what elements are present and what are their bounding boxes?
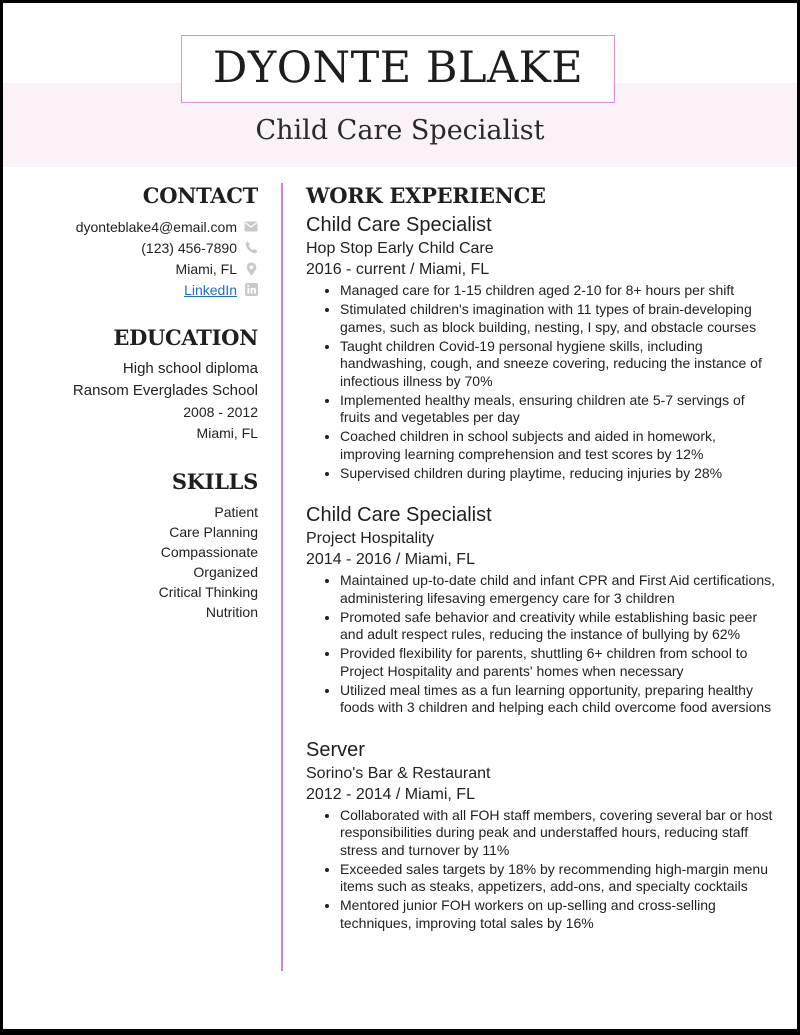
job-company: Sorino's Bar & Restaurant <box>306 764 491 782</box>
job-bullet: • Implemented healthy meals, ensuring children ate 5-7 servings of fruits and vegetables per day <box>340 392 776 427</box>
contact-location-row <box>43 258 258 279</box>
contact-linkedin-row <box>43 279 258 300</box>
skill-item: Nutrition <box>205 604 258 620</box>
education-degree: High school diploma <box>122 360 258 377</box>
phone-icon <box>244 241 258 255</box>
contact-email-row <box>43 216 258 237</box>
candidate-name: DYONTE BLAKE <box>212 43 584 93</box>
job-bullets <box>306 572 776 717</box>
resume-page <box>3 3 797 1029</box>
contact-section <box>43 183 258 300</box>
job-dates-location: 2016 - current / Miami, FL <box>306 261 490 278</box>
job-bullet: • Supervised children during playtime, reducing injuries by 28% <box>340 465 776 483</box>
education-school: Ransom Everglades School <box>72 382 258 399</box>
linkedin-icon <box>244 283 258 297</box>
contact-phone: (123) 456-7890 <box>141 239 237 256</box>
linkedin-link[interactable]: LinkedIn <box>184 281 237 298</box>
skill-item: Patient <box>214 504 258 520</box>
job-dates-location: 2012 - 2014 / Miami, FL <box>306 785 475 803</box>
job-bullet: • Managed care for 1-15 children aged 2-10 for 8+ hours per shift <box>340 282 776 300</box>
job-bullets <box>306 282 776 482</box>
job-bullets <box>306 807 776 933</box>
job-bullet: • Provided flexibility for parents, shuttling 6+ children from school to Project Hospitality and parents' homes when necessary <box>340 645 776 680</box>
job-dates-location: 2014 - 2016 / Miami, FL <box>306 551 475 568</box>
contact-heading: CONTACT <box>142 183 258 208</box>
column-divider <box>281 183 283 971</box>
skills-heading: SKILLS <box>171 469 258 494</box>
education-dates: 2008 - 2012 <box>183 404 258 420</box>
job-role: Server <box>306 738 365 761</box>
candidate-title: Child Care Specialist <box>255 115 545 146</box>
job-bullet: • Utilized meal times as a fun learning opportunity, preparing healthy foods with 3 children and helping each child overcome food aversions <box>340 682 776 717</box>
job-bullet: • Taught children Covid-19 personal hygiene skills, including handwashing, cough, and sneeze covering, reducing the instance of infectious illness by 70% <box>340 338 776 391</box>
job-bullet: • Stimulated children's imagination with 11 types of brain-developing games, such as block building, nesting, I spy, and obstacle courses <box>340 301 776 336</box>
skill-item: Critical Thinking <box>158 584 258 600</box>
education-heading: EDUCATION <box>113 325 258 350</box>
map-pin-icon <box>244 262 258 276</box>
skills-section <box>43 469 258 622</box>
job-role: Child Care Specialist <box>306 214 492 236</box>
work-heading: WORK EXPERIENCE <box>306 183 546 208</box>
contact-location: Miami, FL <box>175 260 237 277</box>
education-location: Miami, FL <box>196 425 258 441</box>
job-bullet: • Promoted safe behavior and creativity while establishing basic peer and adult respect rules, reducing the instance of bullying by 62% <box>340 609 776 644</box>
work-experience-section <box>306 183 776 952</box>
name-box <box>181 35 615 103</box>
skill-item: Compassionate <box>160 544 258 560</box>
job-bullet: • Exceeded sales targets by 18% by recommending high-margin menu items such as steaks, appetizers, add-ons, and specialty cocktails <box>340 861 776 896</box>
job-entry <box>306 212 776 482</box>
job-role: Child Care Specialist <box>306 504 492 526</box>
job-bullet: • Mentored junior FOH workers on up-selling and cross-selling techniques, improving total sales by 16% <box>340 897 776 932</box>
envelope-icon <box>244 220 258 234</box>
skill-item: Care Planning <box>169 524 258 540</box>
contact-email: dyonteblake4@email.com <box>75 218 237 235</box>
skill-item: Organized <box>193 564 258 580</box>
job-bullet: • Maintained up-to-date child and infant CPR and First Aid certifications, administering lifesaving emergency care for 3 children <box>340 572 776 607</box>
job-company: Hop Stop Early Child Care <box>306 240 494 257</box>
job-entry <box>306 502 776 717</box>
job-bullet: • Coached children in school subjects and aided in homework, improving learning comprehension and test scores by 12% <box>340 428 776 463</box>
job-entry <box>306 737 776 933</box>
job-company: Project Hospitality <box>306 530 435 547</box>
contact-phone-row <box>43 237 258 258</box>
education-section <box>43 325 258 444</box>
job-bullet: • Collaborated with all FOH staff members, covering several bar or host responsibilities during peak and understaffed hours, reducing staff stress and turnover by 11% <box>340 807 776 860</box>
